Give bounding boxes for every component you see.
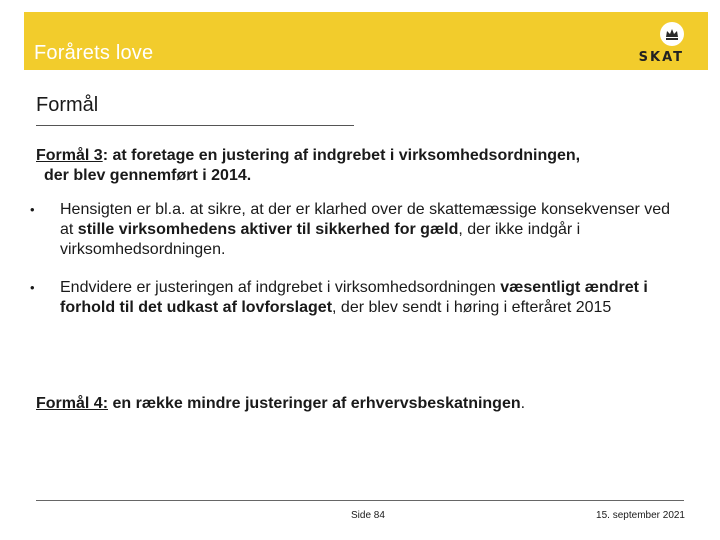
bullet-item — [30, 200, 676, 260]
bullet-text-bold: væsentligt ændret i forhold til det udkast af lovforslaget — [60, 279, 648, 316]
bullet-icon: • — [30, 280, 35, 295]
bullet-item — [30, 278, 676, 318]
purpose-3-label: Formål 3 — [36, 147, 103, 164]
skat-logo — [612, 22, 684, 66]
section-divider — [36, 125, 354, 126]
logo-text: SKAT — [638, 50, 684, 65]
footer-date: 15. september 2021 — [596, 510, 685, 521]
purpose-4-period: . — [520, 395, 526, 412]
purpose-3-bullet-list — [30, 200, 676, 318]
bullet-text-post: , der blev sendt i høring i efteråret 2015 — [332, 299, 612, 316]
presentation-title: Forårets love — [34, 42, 154, 64]
bullet-text-pre: Endvidere er justeringen af indgrebet i virksomhedsordningen — [60, 279, 501, 296]
crown-icon — [660, 22, 684, 46]
purpose-4-block — [36, 394, 525, 414]
purpose-3-text-line2: der blev gennemført i 2014. — [44, 167, 252, 184]
bullet-icon: • — [30, 202, 35, 217]
purpose-3-text-line1: at foretage en justering af indgrebet i virksomhedsordningen, — [112, 147, 581, 164]
bullet-text-bold: stille virksomhedens aktiver til sikkerhed for gæld — [77, 221, 459, 238]
section-title: Formål — [36, 94, 99, 116]
page-number: Side 84 — [351, 510, 385, 521]
purpose-3-heading — [36, 146, 676, 186]
purpose-4-text: en række mindre justeringer af erhvervsbeskatningen — [112, 395, 521, 412]
purpose-4-label: Formål 4: — [36, 395, 109, 412]
bullet-text-pre: Hensigten er bl.a. at sikre, at der er klarhed over de skattemæssige konsekvenser ved at — [60, 201, 671, 238]
header-band — [24, 12, 708, 70]
footer-divider — [36, 500, 684, 501]
purpose-3-colon: : — [102, 147, 109, 164]
bullet-text-post: , der ikke indgår i virksomhedsordningen. — [60, 221, 581, 258]
purpose-3-block — [30, 146, 676, 336]
